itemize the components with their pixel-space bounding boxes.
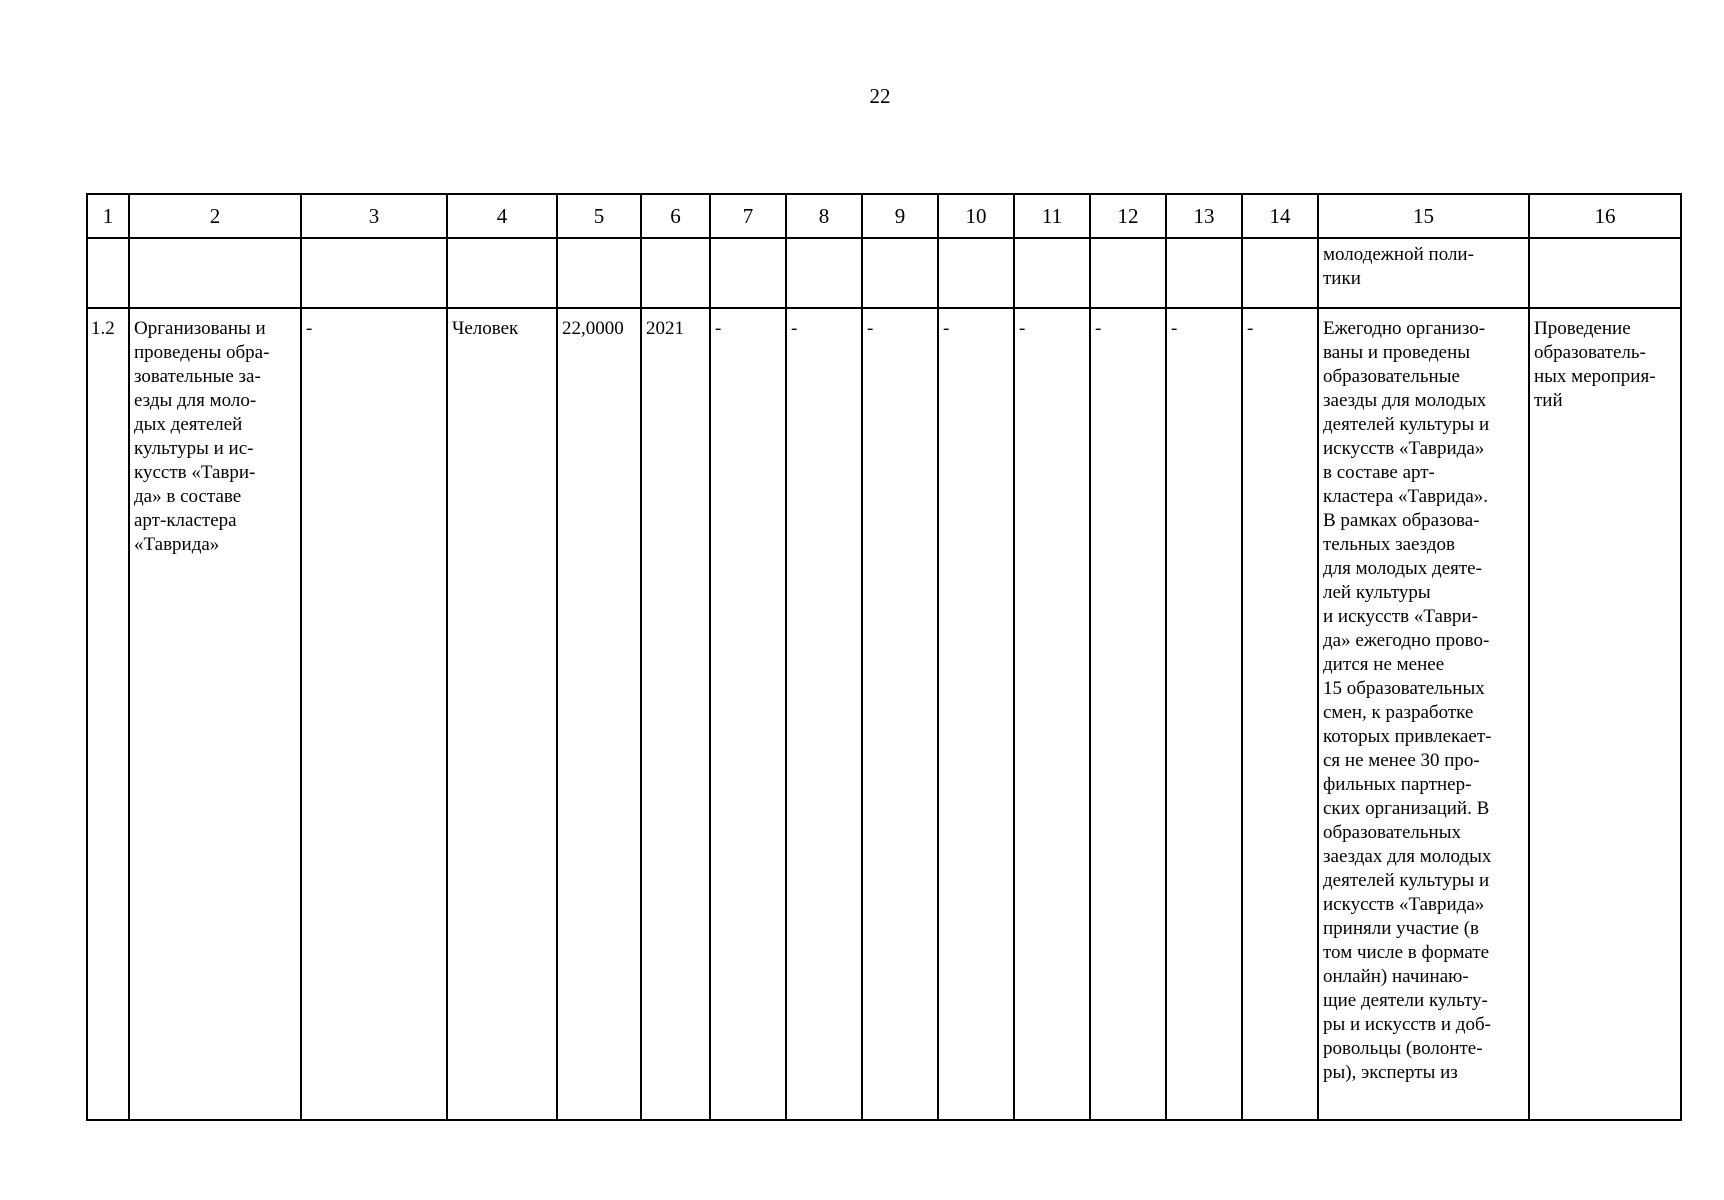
table-cell [301, 238, 447, 308]
column-header: 8 [786, 194, 862, 238]
base-value: 22,0000 [562, 318, 624, 339]
column-header: 1 [87, 194, 129, 238]
column-header: 5 [557, 194, 641, 238]
result-description: Ежегодно организо- ваны и проведены образовательные заезды для молодых деятелей культуры и искусств «Таврида» в составе арт- кластера «Таврида». В рамках образова- тельных заездов для молодых деяте- лей культуры и искусств «Таври- да» ежегодно прово- дится не менее 15 образовательных смен, к разработке которых привлекает- ся не менее 30 про- фильных партнер- ских организаций. В образовательных заездах для молодых деятелей культуры и искусств «Таврида» приняли участие (в том числе в формате онлайн) начинаю- щие деятели культу- ры и искусств и доб- ровольцы (волонте- ры), эксперты из [1323, 318, 1492, 1083]
column-header: 15 [1318, 194, 1529, 238]
cell-value: - [715, 318, 722, 339]
cell-value: - [306, 318, 313, 339]
column-header: 14 [1242, 194, 1318, 238]
table-cell [1014, 238, 1090, 308]
table-cell [862, 308, 938, 1120]
unit-of-measure: Человек [452, 318, 519, 339]
table-cell [1090, 308, 1166, 1120]
table-cell [786, 238, 862, 308]
column-header: 2 [129, 194, 301, 238]
column-header-row [87, 194, 1681, 238]
table-cell [557, 238, 641, 308]
data-table [86, 193, 1682, 1121]
column-header: 16 [1529, 194, 1681, 238]
cell-value: - [1095, 318, 1102, 339]
table-cell [87, 238, 129, 308]
table-cell [129, 308, 301, 1120]
continuation-row [87, 238, 1681, 308]
cell-value: - [943, 318, 950, 339]
table-cell [1529, 238, 1681, 308]
table-cell [1014, 308, 1090, 1120]
table-cell [447, 308, 557, 1120]
cell-value: - [1171, 318, 1178, 339]
column-header: 12 [1090, 194, 1166, 238]
table-cell [641, 308, 710, 1120]
table-cell [786, 308, 862, 1120]
table-cell [1242, 238, 1318, 308]
table-cell [1242, 308, 1318, 1120]
column-header: 13 [1166, 194, 1242, 238]
table-cell [938, 238, 1014, 308]
result-type: Проведение образователь- ных мероприя- тий [1534, 318, 1656, 411]
table-cell [301, 308, 447, 1120]
table-cell [1318, 238, 1529, 308]
table-cell [641, 238, 710, 308]
table-cell [1529, 308, 1681, 1120]
row-number: 1.2 [91, 318, 115, 339]
cell-value: - [1247, 318, 1254, 339]
table-cell [938, 308, 1014, 1120]
table-cell [1090, 238, 1166, 308]
cell-value: - [867, 318, 874, 339]
table-cell [862, 238, 938, 308]
result-continuation-text: молодежной поли- тики [1323, 244, 1474, 289]
row-number-cell [87, 308, 129, 1120]
table-cell [1166, 308, 1242, 1120]
column-header: 7 [710, 194, 786, 238]
table-cell [557, 308, 641, 1120]
column-header: 4 [447, 194, 557, 238]
cell-value: - [1019, 318, 1026, 339]
table-cell [710, 308, 786, 1120]
base-year: 2021 [646, 318, 684, 339]
table-cell [447, 238, 557, 308]
column-header: 6 [641, 194, 710, 238]
table-cell [129, 238, 301, 308]
table-cell [710, 238, 786, 308]
column-header: 9 [862, 194, 938, 238]
table-row [87, 308, 1681, 1120]
table-cell [1318, 308, 1529, 1120]
column-header: 11 [1014, 194, 1090, 238]
table-cell [1166, 238, 1242, 308]
task-name: Организованы и проведены обра- зовательные за- езды для моло- дых деятелей культуры и ис- кусств «Таври- да» в составе арт-кластера «Таврида» [134, 318, 270, 555]
cell-value: - [791, 318, 798, 339]
page-number: 22 [869, 84, 891, 108]
column-header: 10 [938, 194, 1014, 238]
column-header: 3 [301, 194, 447, 238]
